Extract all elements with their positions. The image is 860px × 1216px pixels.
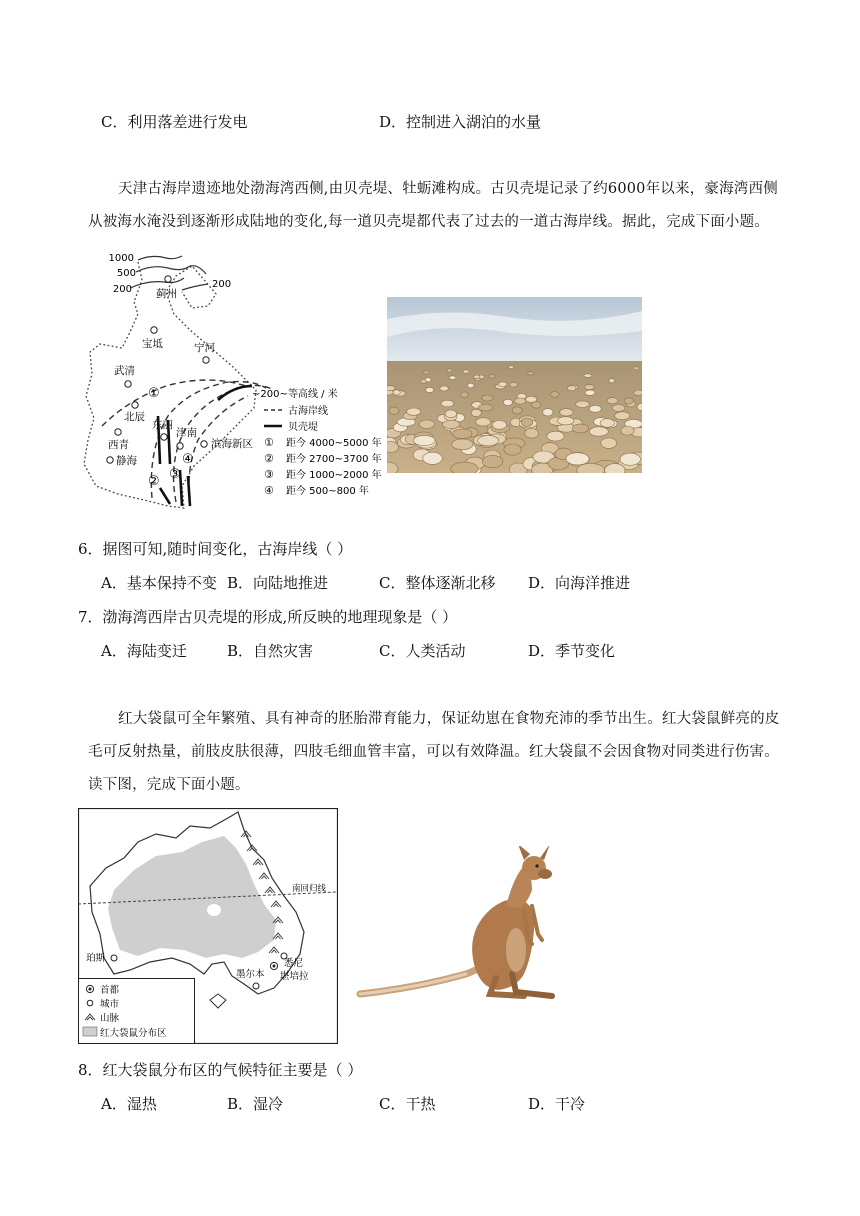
shell-shape [585,390,595,395]
shell-shape [584,374,592,378]
legend-marker-3: ③ [264,468,274,481]
shell-shape [560,409,573,416]
shell-shape [467,383,474,388]
q6-option-a: A．基本保持不变 [101,574,217,592]
shell-shape [609,379,615,383]
shell-shape [453,429,472,439]
shell-shape [387,386,395,391]
shell-shape [510,382,518,387]
city-melbourne: 墨尔本 [236,969,265,980]
shell-shape [482,455,503,467]
q6-option-b: B．向陆地推进 [227,574,329,592]
shell-shape [504,444,521,455]
shell-shape [514,398,525,404]
legend-shell-ridge: 贝壳堤 [288,422,318,433]
contour-label-500: 500 [116,268,136,279]
city-sydney: 悉尼 [284,958,304,969]
shell-shape [461,392,469,398]
shell-shape [634,390,642,395]
legend-marker-4: ④ [264,484,274,497]
legend-distribution: 红大袋鼠分布区 [100,1028,167,1039]
contour-label-200b: 200 [212,279,232,290]
tianjin-coast-map [78,250,384,512]
q7-option-c: C．人类活动 [379,642,466,660]
legend-capital: 首都 [100,985,120,996]
shell-shape [621,426,634,435]
shell-shape [426,387,434,392]
shell-shape [440,386,449,391]
shell-shape [526,396,537,402]
city-wuqing: 武清 [114,365,135,377]
legend-age-1: 距今 4000~5000 年 [286,438,382,449]
shell-shape [393,390,401,395]
city-dongli: 东丽 [152,419,173,431]
shell-shape [449,376,456,380]
contour-label-200: 200 [112,284,132,295]
legend-marker-1: ① [264,436,274,449]
shell-shape [567,386,576,391]
passage-kangaroo: 红大袋鼠可全年繁殖、具有神奇的胚胎滞育能力，保证幼崽在食物充沛的季节出生。红大袋鼠鲜亮的皮毛可反射热量，前肢皮肤很薄，四肢毛细血管丰富，可以有效降温。红大袋鼠不会因食物对同类进行伤害。读下图，完成下面小题。 [88,711,780,793]
shell-shape [550,392,559,398]
city-beichen: 北辰 [124,411,145,423]
legend-age-4: 距今 500~800 年 [286,486,369,497]
shell-shape [589,427,608,436]
city-jinnan: 津南 [176,427,197,439]
q7-option-d: D．季节变化 [528,642,616,660]
shell-shape [543,409,553,416]
legend-contour: 等高线 / 米 [288,389,338,400]
q6-option-c: C．整体逐渐北移 [379,574,496,592]
shell-shape [407,408,421,415]
shell-shape [419,420,434,429]
australia-map [78,808,338,1044]
shell-shape [452,439,473,450]
marker-2: ② [148,474,160,489]
shell-shape [589,405,601,412]
shell-shape [601,438,617,449]
q8-option-d: D．干冷 [528,1095,586,1113]
city-perth: 珀斯 [86,953,106,964]
shell-shape [572,424,588,433]
legend-coastline: 古海岸线 [288,406,328,417]
city-jinghai: 静海 [116,455,137,467]
shell-shape [528,372,535,375]
shell-shape [566,453,589,465]
city-jizhou: 蓟州 [156,288,177,300]
shell-shape [471,409,481,416]
shell-shape [498,382,507,387]
shell-shape [503,399,512,405]
q7-option-b: B．自然灾害 [227,642,314,660]
city-ninghe: 宁河 [194,342,215,354]
legend-age-2: 距今 2700~3700 年 [286,454,382,465]
q8-stem: 8．红大袋鼠分布区的气候特征主要是（ ） [78,1061,363,1079]
q7-stem: 7．渤海湾西岸古贝壳堤的形成,所反映的地理现象是（ ） [78,608,458,626]
shell-shape [447,369,452,372]
q5-option-d: D．控制进入湖泊的水量 [379,113,542,131]
shell-shape [445,410,457,418]
shell-shape [441,400,454,407]
legend-contour-symbol: ~200~ [252,389,288,400]
marker-4: ④ [182,452,194,467]
legend-city: 城市 [100,999,120,1010]
shell-shape [478,404,493,411]
tropic-label: 南回归线 [292,884,327,894]
shell-shape [476,418,491,426]
shell-shape [463,370,469,373]
q8-option-b: B．湿冷 [227,1095,284,1113]
q6-stem: 6．据图可知,随时间变化，古海岸线（ ） [78,540,353,558]
shell-shape [478,435,499,445]
legend-age-3: 距今 1000~2000 年 [286,470,382,481]
kangaroo-photo [356,846,566,1006]
shell-shape [634,367,639,370]
q6-option-d: D．向海洋推进 [528,574,631,592]
shell-shape [624,398,634,404]
shell-shape [389,407,399,414]
city-binhai: 滨海新区 [211,438,253,450]
marker-3: ③ [169,467,181,482]
shell-shape [525,429,539,439]
shell-shape [414,435,436,445]
contour-label-1000: 1000 [108,253,134,264]
shell-shape [482,395,493,401]
shell-shape [600,419,614,428]
shell-shape [607,398,618,404]
marker-1: ① [148,386,160,401]
city-canberra: 堪培拉 [280,971,309,982]
shell-shape [509,366,514,369]
shell-shape [474,375,480,379]
city-xiqing: 西青 [108,439,129,451]
city-baodi: 宝坻 [142,338,163,350]
shell-shape [576,401,590,408]
shell-shape [620,453,640,465]
legend-marker-2: ② [264,452,274,465]
shell-shape [451,462,478,473]
shell-shape [612,405,625,412]
map1-legend [252,387,382,497]
q7-option-a: A．海陆变迁 [101,642,187,660]
q8-option-c: C．干热 [379,1095,436,1113]
shell-shape [521,418,532,426]
shell-shape [423,452,443,464]
passage-tianjin: 天津古海岸遗迹地处渤海湾西侧,由贝壳堤、牡蛎滩构成。古贝壳堤记录了约6000年以来，豪海湾西侧从被海水淹没到逐渐形成陆地的变化,每一道贝壳堤都代表了过去的一道古海岸线。据此，完成下面小题。 [88,181,778,230]
shell-shape [532,402,542,409]
shell-beach-photo [387,297,642,473]
shell-shape [425,378,431,382]
shell-shape [584,385,594,390]
shell-shape [423,371,429,374]
shell-shape [492,421,506,430]
shell-shape [558,417,574,425]
shell-shape [489,374,496,378]
shell-shape [547,431,564,441]
legend-mountain: 山脉 [100,1013,120,1024]
shell-shape [615,412,630,420]
q8-option-a: A．湿热 [101,1095,157,1113]
shell-shape [512,407,522,414]
q5-option-c: C．利用落差进行发电 [101,113,248,131]
